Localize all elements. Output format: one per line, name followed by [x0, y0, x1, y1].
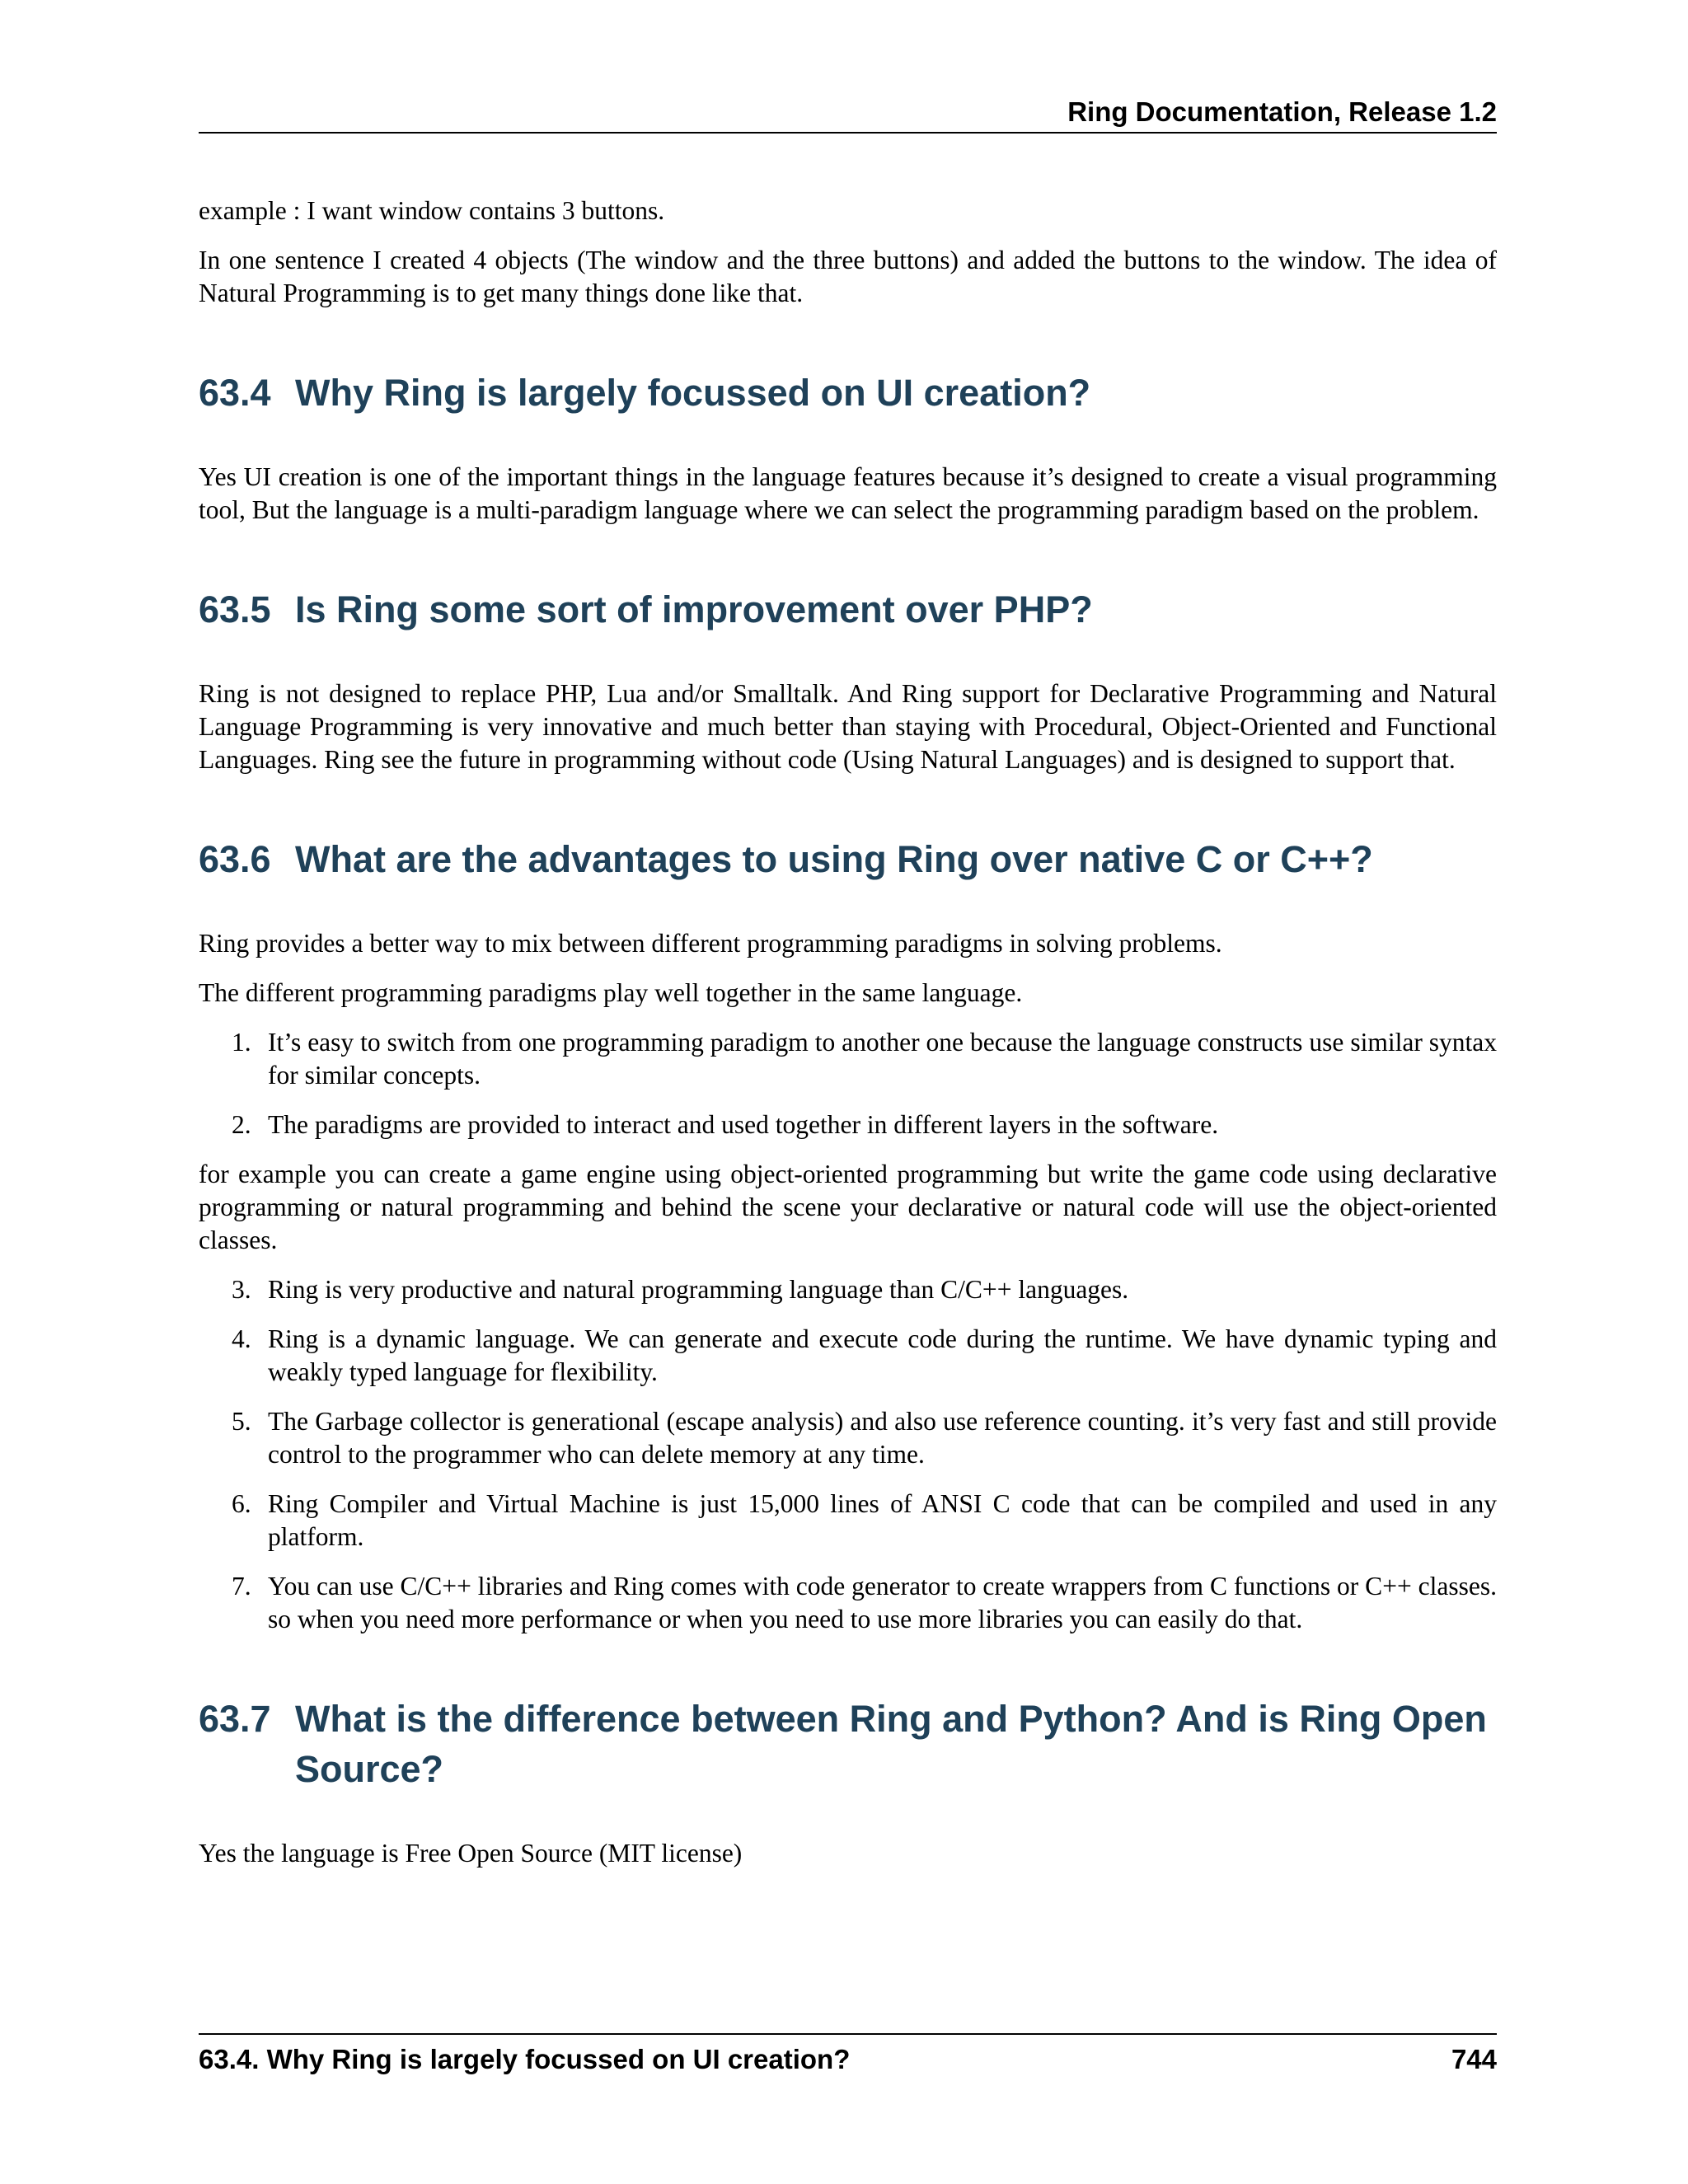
- section-number: 63.7: [199, 1698, 271, 1740]
- list-marker: 1.: [232, 1028, 251, 1057]
- list-item-text: Ring is a dynamic language. We can generate and execute code during the runtime. We have dynamic typing and weakly typed language for flexibility.: [268, 1324, 1497, 1386]
- section-number: 63.4: [199, 372, 271, 414]
- list-marker: 6.: [232, 1489, 251, 1518]
- list-item: [199, 1405, 1497, 1471]
- running-header: [199, 92, 1497, 134]
- footer-section-title: 63.4. Why Ring is largely focussed on UI creation?: [199, 2044, 851, 2074]
- page-content: [199, 194, 1497, 1886]
- list-item-text: Ring is very productive and natural programming language than C/C++ languages.: [268, 1275, 1129, 1304]
- section-heading-63-5: [199, 584, 1497, 635]
- header-title: Ring Documentation, Release 1.2: [1067, 96, 1497, 127]
- list-item-text: You can use C/C++ libraries and Ring comes with code generator to create wrappers from C functions or C++ classes. so when you need more performance or when you need to use more libraries you can easily do that.: [268, 1572, 1497, 1633]
- list-item-text: It’s easy to switch from one programming paradigm to another one because the language constructs use similar syntax for similar concepts.: [268, 1028, 1497, 1090]
- list-item: [199, 1273, 1497, 1306]
- section-63-4-paragraph: Yes UI creation is one of the important things in the language features because it’s designed to create a visual programming tool, But the language is a multi-paradigm language where we can select the programming paradigm based on the problem.: [199, 462, 1497, 524]
- section-title: Why Ring is largely focussed on UI creation?: [295, 372, 1091, 414]
- section-63-5-paragraph: Ring is not designed to replace PHP, Lua and/or Smalltalk. And Ring support for Declarative Programming and Natural Language Programming is very innovative and much better than staying with Procedural, Object-Oriented and Functional Languages. Ring see the future in programming without code (Using Natural Languages) and is designed to support that.: [199, 679, 1497, 774]
- page-number: 744: [1451, 2044, 1497, 2074]
- section-63-6-paragraph-2: The different programming paradigms play well together in the same language.: [199, 978, 1023, 1007]
- list-marker: 2.: [232, 1110, 251, 1139]
- list-item: [199, 1570, 1497, 1636]
- section-number: 63.6: [199, 838, 271, 880]
- section-heading-63-6: [199, 834, 1497, 884]
- list-item-text: Ring Compiler and Virtual Machine is just 15,000 lines of ANSI C code that can be compiled and used in any platform.: [268, 1489, 1497, 1551]
- section-63-6-paragraph-3: for example you can create a game engine using object-oriented programming but write the game code using declarative programming or natural programming and behind the scene your declarative or natural code will use the object-oriented classes.: [199, 1160, 1497, 1254]
- numbered-list-1: [199, 1026, 1497, 1141]
- list-item: [199, 1026, 1497, 1092]
- section-63-7-paragraph: Yes the language is Free Open Source (MIT license): [199, 1839, 743, 1868]
- section-number: 63.5: [199, 588, 271, 630]
- section-63-6-paragraph-1: Ring provides a better way to mix between different programming paradigms in solving problems.: [199, 929, 1222, 958]
- section-title: What is the difference between Ring and Python? And is Ring Open Source?: [295, 1698, 1487, 1790]
- section-title: Is Ring some sort of improvement over PHP?: [295, 588, 1093, 630]
- list-marker: 4.: [232, 1324, 251, 1353]
- section-heading-63-7: [199, 1694, 1497, 1794]
- list-marker: 7.: [232, 1572, 251, 1601]
- numbered-list-2: [199, 1273, 1497, 1636]
- section-heading-63-4: [199, 368, 1497, 418]
- list-item: [199, 1108, 1497, 1141]
- section-title: What are the advantages to using Ring over native C or C++?: [295, 838, 1373, 880]
- document-page: [199, 0, 1497, 2184]
- intro-paragraph: In one sentence I created 4 objects (The window and the three buttons) and added the buttons to the window. The idea of Natural Programming is to get many things done like that.: [199, 246, 1497, 307]
- intro-example: example : I want window contains 3 buttons.: [199, 196, 665, 225]
- running-footer: [199, 2033, 1497, 2079]
- list-item: [199, 1488, 1497, 1554]
- list-item: [199, 1323, 1497, 1389]
- list-marker: 5.: [232, 1407, 251, 1436]
- list-item-text: The Garbage collector is generational (escape analysis) and also use reference counting. it’s very fast and still provide control to the programmer who can delete memory at any time.: [268, 1407, 1497, 1469]
- list-item-text: The paradigms are provided to interact and used together in different layers in the software.: [268, 1110, 1219, 1139]
- list-marker: 3.: [232, 1275, 251, 1304]
